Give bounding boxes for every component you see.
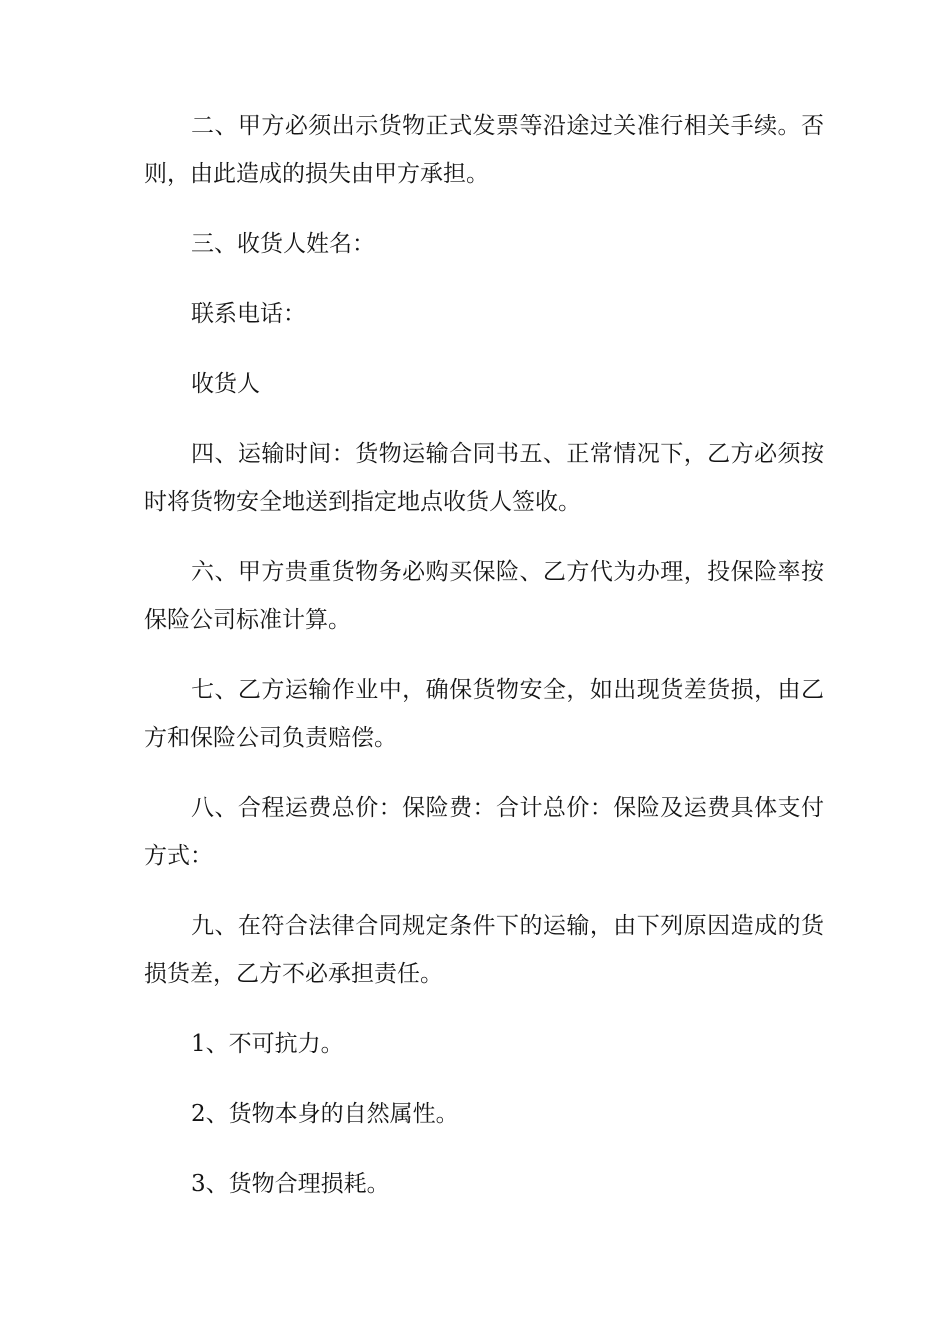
paragraph-clause-8: 八、合程运费总价：保险费：合计总价：保险及运费具体支付方式： <box>144 795 824 869</box>
list-item-2: 2、货物本身的自然属性。 <box>191 1101 459 1127</box>
paragraph-contact-phone: 联系电话： <box>191 301 306 327</box>
paragraph-consignee: 收货人 <box>191 371 260 397</box>
paragraph-clause-4-5: 四、运输时间：货物运输合同书五、正常情况下，乙方必须按时将货物安全地送到指定地点收货人签收。 <box>144 441 824 515</box>
list-item-3: 3、货物合理损耗。 <box>191 1171 390 1197</box>
paragraph-clause-2: 二、甲方必须出示货物正式发票等沿途过关准行相关手续。否则，由此造成的损失由甲方承担。 <box>144 113 824 187</box>
document-body <box>144 102 824 1230</box>
paragraph-clause-3-consignee-name: 三、收货人姓名： <box>191 231 375 257</box>
list-item-1: 1、不可抗力。 <box>191 1031 344 1057</box>
paragraph-clause-7: 七、乙方运输作业中，确保货物安全，如出现货差货损，由乙方和保险公司负责赔偿。 <box>144 677 824 751</box>
paragraph-clause-6: 六、甲方贵重货物务必购买保险、乙方代为办理，投保险率按保险公司标准计算。 <box>144 559 824 633</box>
paragraph-clause-9: 九、在符合法律合同规定条件下的运输，由下列原因造成的货损货差，乙方不必承担责任。 <box>144 913 824 987</box>
